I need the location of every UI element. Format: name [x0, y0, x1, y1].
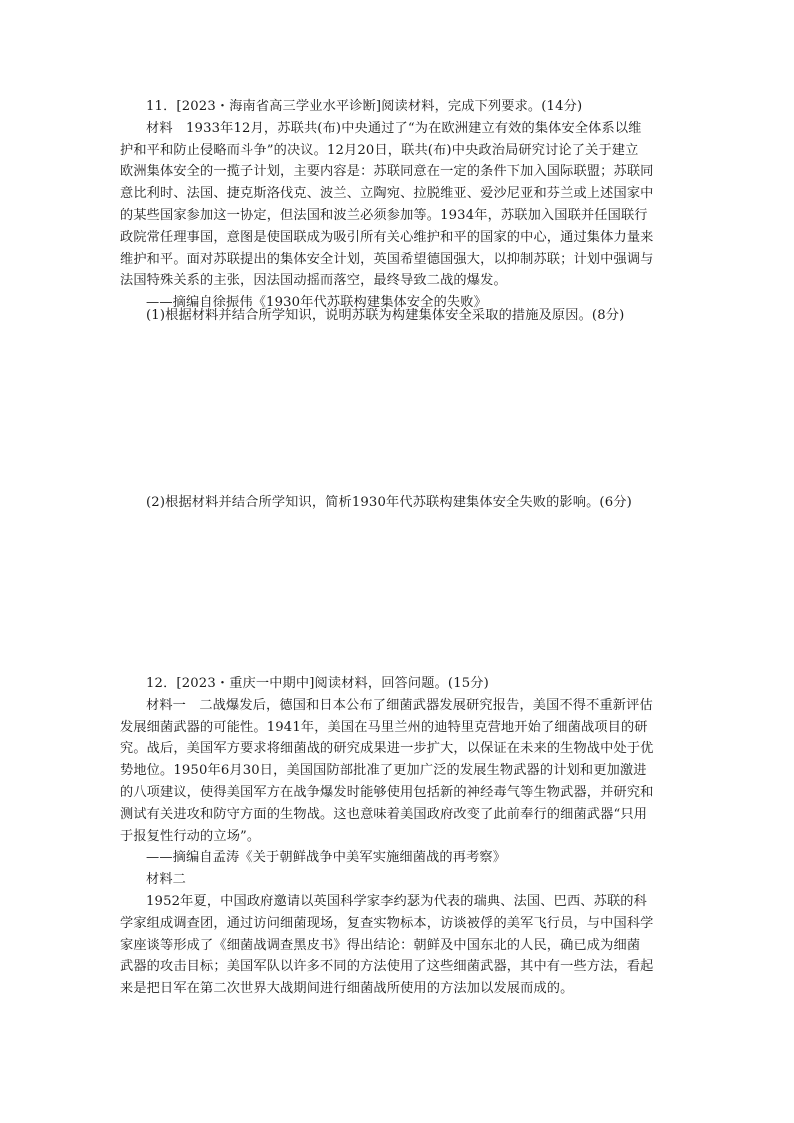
question-11-header: 11．[2023・海南省高三学业水平诊断]阅读材料，完成下列要求。(14分) [146, 99, 583, 114]
question-12-material1-line: 材料一 二战爆发后，德国和日本公布了细菌武器发展研究报告，美国不得不重新评估 [146, 697, 653, 713]
question-11-material-line: 欧洲集体安全的一揽子计划，主要内容是：苏联同意在一定的条件下加入国际联盟；苏联同 [120, 164, 654, 180]
question-12-material2-line: 学家组成调查团，通过访问细菌现场，复查实物标本，访谈被俘的美军飞行员，与中国科学 [120, 915, 654, 931]
question-11-material-line: 材料 1933年12月，苏联共(布)中央通过了“为在欧洲建立有效的集体安全体系以维 [146, 120, 642, 136]
question-11-material-line: 法国特殊关系的主张，因法国动摇而落空，最终导致二战的爆发。 [120, 273, 507, 289]
question-11 [120, 96, 680, 314]
question-11-source-citation: ——摘编自徐振伟《1930年代苏联构建集体安全的失败》 [146, 295, 487, 311]
question-12-material2-line: 来是把日军在第二次世界大战期间进行细菌战所使用的方法加以发展而成的。 [120, 981, 574, 997]
question-11-material-line: 的某些国家参加这一协定，但法国和波兰必须参加等。1934年，苏联加入国联并任国联行 [120, 207, 648, 223]
question-12-material1-line: 发展细菌武器的可能性。1941年，美国在马里兰州的迪特里克营地开始了细菌战项目的研 [120, 719, 648, 735]
question-12-material1-line: 究。战后，美国军方要求将细菌战的研究成果进一步扩大，以保证在未来的生物战中处于优 [120, 741, 654, 757]
question-12-material1-line: 测试有关进攻和防守方面的生物战。这也意味着美国政府改变了此前奉行的细菌武器“只用 [120, 806, 648, 822]
question-12-material2-title: 材料二 [146, 872, 187, 888]
question-11-material-line: 政院常任理事国，意图是使国联成为吸引所有关心维护和平的国家的中心，通过集体力量来 [120, 229, 654, 245]
question-11-material-line: 意比利时、法国、捷克斯洛伐克、波兰、立陶宛、拉脱维亚、爱沙尼亚和芬兰或上述国家中 [120, 186, 654, 202]
question-12-source-citation: ——摘编自孟涛《关于朝鲜战争中美军实施细菌战的再考察》 [146, 850, 507, 866]
question-12-material2-line: 武器的攻击目标；美国军队以许多不同的方法使用了这些细菌武器，其中有一些方法，看起 [120, 959, 654, 975]
question-11-subquestion-1: (1)根据材料并结合所学知识，说明苏联为构建集体安全采取的措施及原因。(8分) [146, 308, 625, 323]
question-12-material2-line: 1952年夏，中国政府邀请以英国科学家李约瑟为代表的瑞典、法国、巴西、苏联的科 [146, 893, 647, 909]
question-12 [120, 673, 680, 1000]
question-12-material1-line: 于报复性行动的立场”。 [120, 828, 261, 844]
question-12-material2-line: 家座谈等形成了《细菌战调查黑皮书》得出结论：朝鲜及中国东北的人民，确已成为细菌 [120, 937, 641, 953]
question-12-material1-line: 势地位。1950年6月30日，美国国防部批准了更加广泛的发展生物武器的计划和更加激进 [120, 763, 647, 779]
question-11-subquestion-2: (2)根据材料并结合所学知识，简析1930年代苏联构建集体安全失败的影响。(6分) [146, 495, 632, 510]
question-11-material-line: 护和平和防止侵略而斗争”的决议。12月20日，联共(布)中央政治局研究讨论了关于建立 [120, 142, 639, 158]
question-11-material-line: 维护和平。面对苏联提出的集体安全计划，英国希望德国强大，以抑制苏联；计划中强调与 [120, 251, 654, 267]
question-12-header: 12．[2023・重庆一中期中]阅读材料，回答问题。(15分) [146, 676, 489, 691]
question-12-material1-line: 的八项建议，使得美国军方在战争爆发时能够使用包括新的神经毒气等生物武器，并研究和 [120, 784, 654, 800]
